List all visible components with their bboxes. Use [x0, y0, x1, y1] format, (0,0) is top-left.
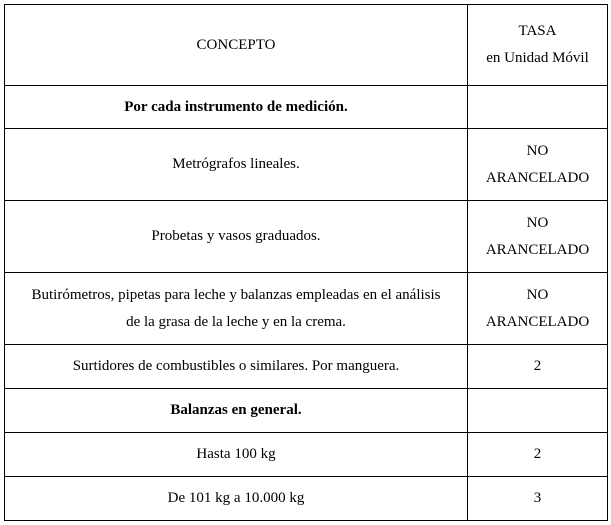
table-row: [5, 345, 608, 389]
rate-cell: 3: [468, 477, 608, 521]
table-row: [5, 273, 608, 345]
concept-cell: Butirómetros, pipetas para leche y balanzas empleadas en el análisis de la grasa de la leche y en la crema.: [5, 273, 468, 345]
table-row: [5, 201, 608, 273]
concept-column-header: CONCEPTO: [5, 5, 468, 86]
section-row: [5, 86, 608, 129]
table-row: [5, 129, 608, 201]
section-title: Por cada instrumento de medición.: [5, 86, 468, 129]
rates-table: [4, 4, 608, 521]
table-row: [5, 433, 608, 477]
section-row: [5, 389, 608, 433]
concept-cell: De 101 kg a 10.000 kg: [5, 477, 468, 521]
rate-cell: NO ARANCELADO: [468, 273, 608, 345]
table-row: [5, 477, 608, 521]
concept-cell: Metrógrafos lineales.: [5, 129, 468, 201]
concept-cell: Hasta 100 kg: [5, 433, 468, 477]
rate-column-header: TASA en Unidad Móvil: [468, 5, 608, 86]
concept-cell: Surtidores de combustibles o similares. Por manguera.: [5, 345, 468, 389]
rate-cell: 2: [468, 345, 608, 389]
concept-cell: Probetas y vasos graduados.: [5, 201, 468, 273]
rate-cell: [468, 86, 608, 129]
rate-cell: [468, 389, 608, 433]
rate-cell: NO ARANCELADO: [468, 201, 608, 273]
section-title: Balanzas en general.: [5, 389, 468, 433]
table-header-row: [5, 5, 608, 86]
rate-cell: NO ARANCELADO: [468, 129, 608, 201]
rate-cell: 2: [468, 433, 608, 477]
